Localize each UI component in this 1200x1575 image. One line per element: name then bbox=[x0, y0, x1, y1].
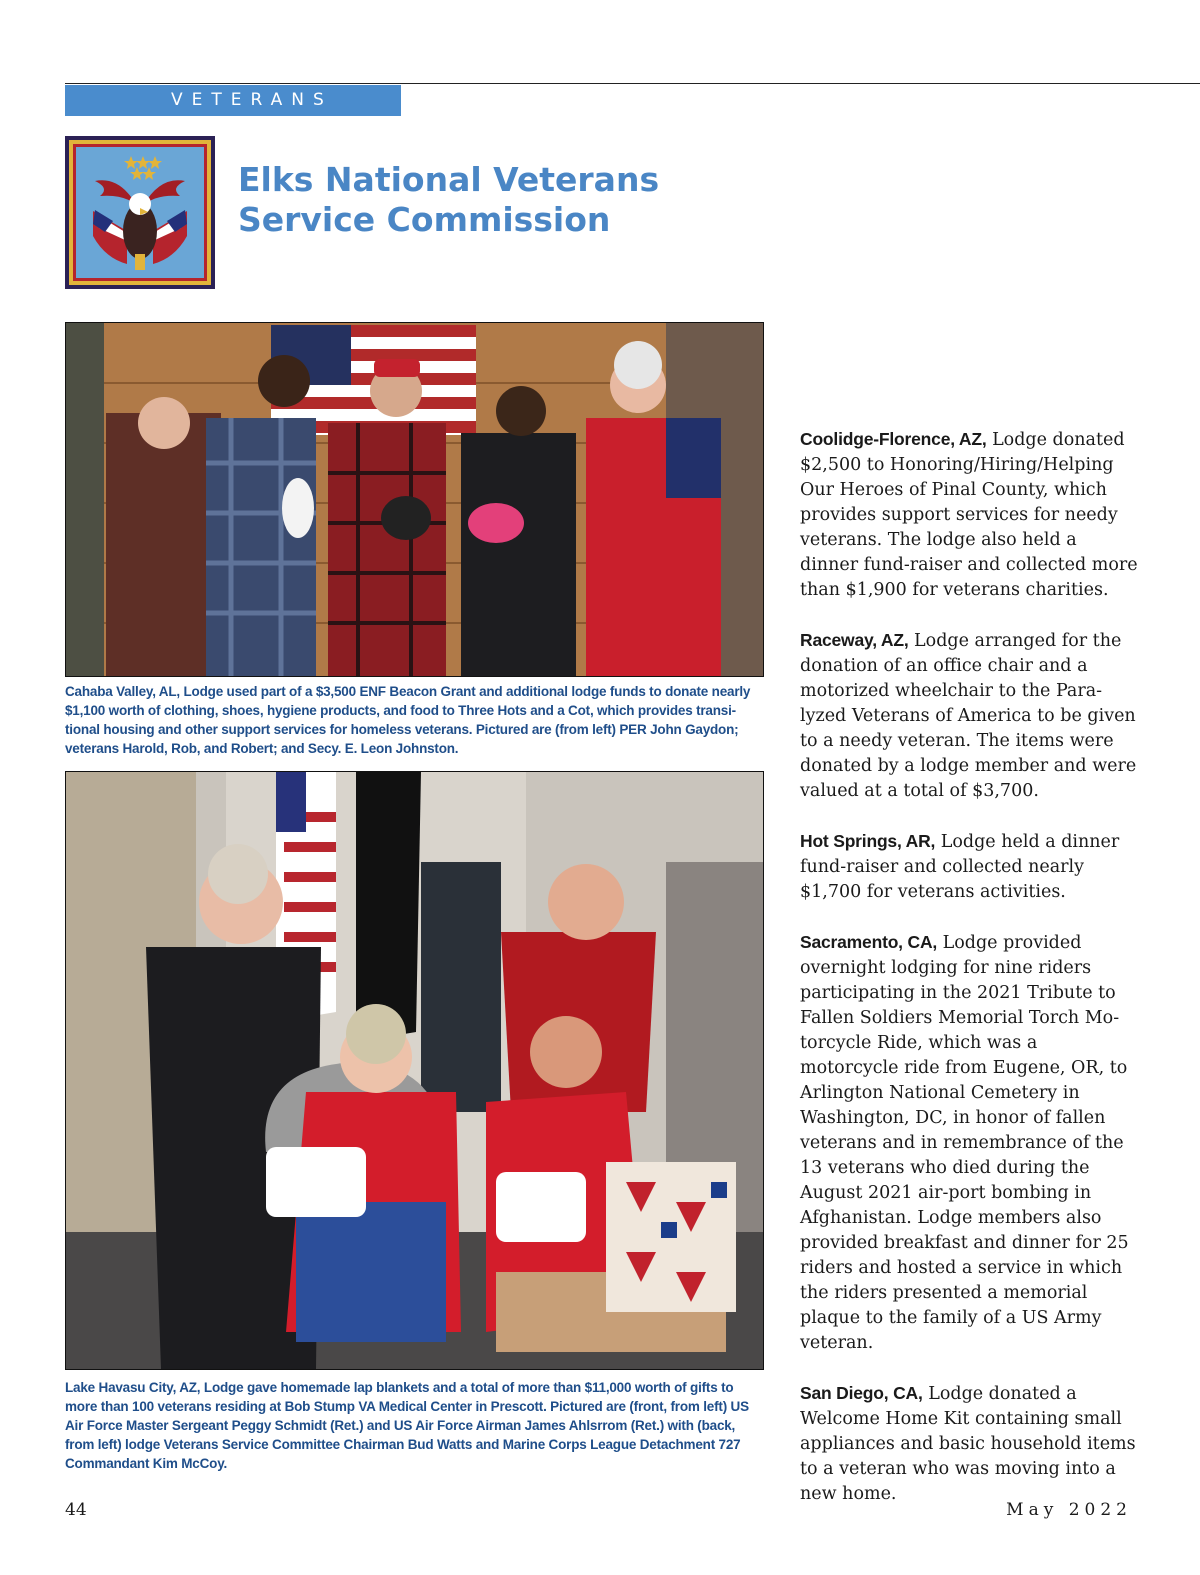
entry-text: Lodge provided overnight lodging for nine riders participating in the 2021 Tribute to Fallen Soldiers Memorial Torch Mo-torcycle Ride, which was a motorcycle ride from Eugene, OR, to Arlington National Cemetery in Washington, DC, in honor of fallen veterans and in remembrance of the 13 veterans who died during the August 2021 air-port bombing in Afghanistan. Lodge members also provided breakfast and dinner for 25 riders and hosted a service in which the riders presented a memorial plaque to the family of a US Army veteran. bbox=[800, 933, 1129, 1353]
entry-text: Lodge held a dinner fund-raiser and collected nearly $1,700 for veterans activities. bbox=[800, 832, 1120, 902]
headline-line-2: Service Commission bbox=[238, 200, 611, 239]
cahaba-valley-photo bbox=[65, 322, 764, 677]
entry-lead: Raceway, AZ, bbox=[800, 630, 909, 650]
news-entry bbox=[800, 829, 1140, 905]
lake-havasu-caption bbox=[65, 1378, 765, 1473]
entry-lead: Sacramento, CA, bbox=[800, 932, 938, 952]
page-headline bbox=[238, 160, 758, 240]
cahaba-valley-caption bbox=[65, 682, 765, 758]
news-entry bbox=[800, 1381, 1140, 1507]
entry-text: Lodge arranged for the donation of an office chair and a motorized wheelchair to the Para-lyzed Veterans of America to be given to a needy veteran. The items were donated by a lodge member and were valued at a total of $3,700. bbox=[800, 631, 1137, 801]
caption-text: Lodge gave homemade lap blankets and a total of more than $11,000 worth of gifts to more than 100 veterans residing at Bob Stump VA Medical Center in Prescott. Pictured are (front, from left) US Air Force Master Sergeant Peggy Schmidt (Ret.) and US Air Force Airman James Ahlsrrom (Ret.) with (back, from left) lodge Veterans Service Committee Chairman Bud Watts and Marine Corps League Detachment 727 Commandant Kim McCoy. bbox=[65, 1380, 749, 1471]
entry-text: Lodge donated a Welcome Home Kit containing small appliances and basic household items to a veteran who was moving into a new home. bbox=[800, 1384, 1136, 1504]
entry-lead: Hot Springs, AR, bbox=[800, 831, 936, 851]
caption-text: Lodge used part of a $3,500 ENF Beacon Grant and additional lodge funds to donate nearly $1,100 worth of clothing, shoes, hygiene products, and food to Three Hots and a Cot, which provides transi-tional housing and other support services for homeless veterans. Pictured are (from left) PER John Gaydon; veterans Harold, Rob, and Robert; and Secy. E. Leon Johnston. bbox=[65, 684, 751, 756]
top-rule bbox=[65, 83, 1200, 84]
lodge-news-column bbox=[800, 427, 1140, 1532]
entry-lead: San Diego, CA, bbox=[800, 1383, 923, 1403]
section-tab: VETERANS bbox=[65, 85, 401, 116]
news-entry bbox=[800, 930, 1140, 1356]
entry-text: Lodge donated $2,500 to Honoring/Hiring/Helping Our Heroes of Pinal County, which provides support services for needy veterans. The lodge also held a dinner fund-raiser and collected more than $1,900 for veterans charities. bbox=[800, 430, 1138, 600]
lake-havasu-photo bbox=[65, 771, 764, 1370]
news-entry bbox=[800, 628, 1140, 804]
entry-lead: Coolidge-Florence, AZ, bbox=[800, 429, 987, 449]
issue-date: May 2022 bbox=[1006, 1500, 1132, 1520]
veterans-commission-logo bbox=[65, 136, 215, 289]
news-entry bbox=[800, 427, 1140, 603]
page-number: 44 bbox=[65, 1500, 87, 1520]
caption-lead: Cahaba Valley, AL, bbox=[65, 684, 180, 699]
caption-lead: Lake Havasu City, AZ, bbox=[65, 1380, 201, 1395]
headline-line-1: Elks National Veterans bbox=[238, 160, 660, 199]
